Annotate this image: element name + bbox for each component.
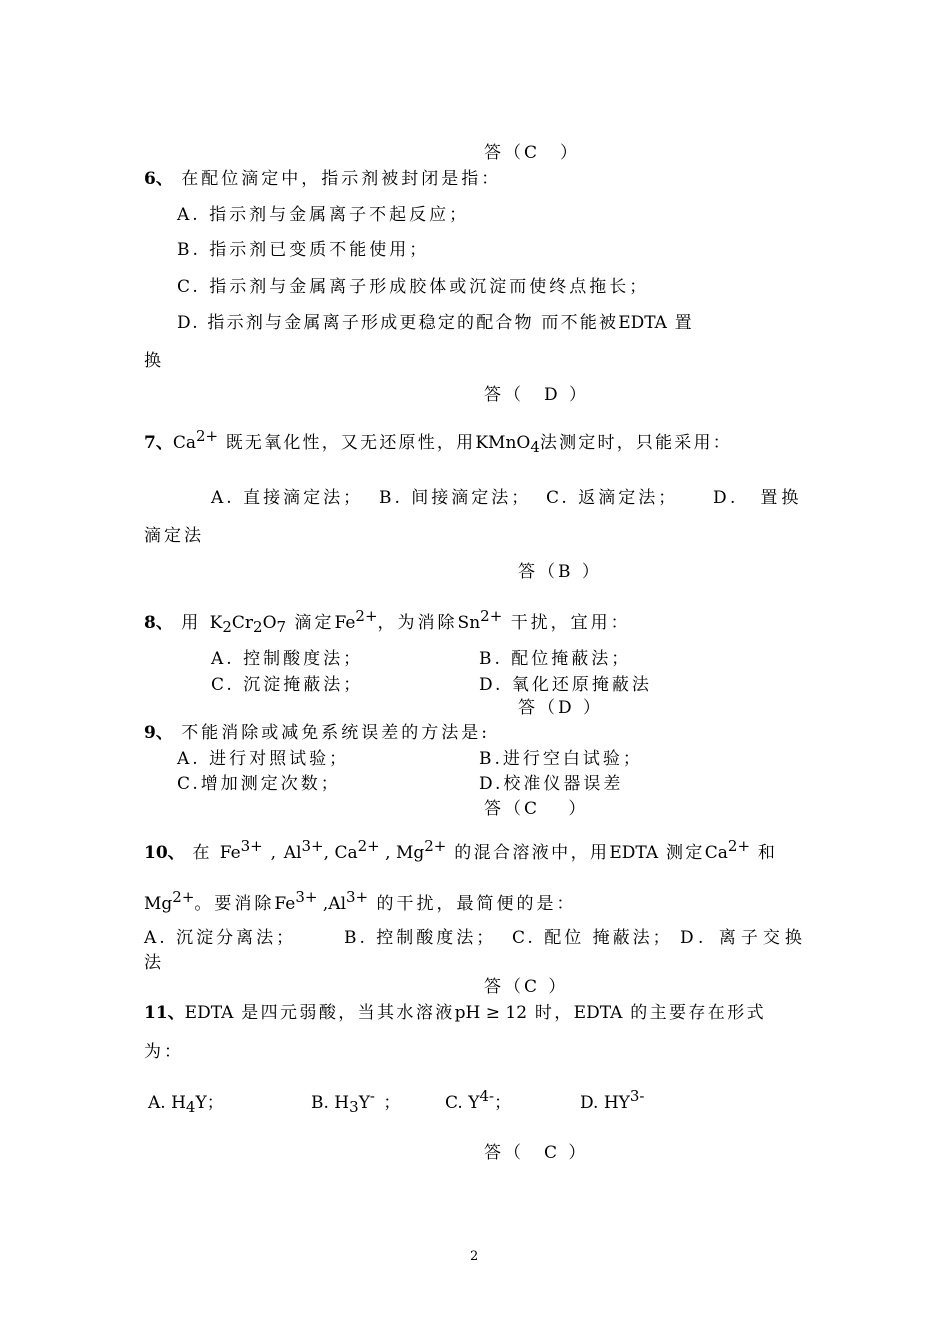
q6-option-a: A. 指示剂与金属离子不起反应；	[177, 205, 470, 225]
charge: -	[369, 1087, 375, 1105]
question-6-stem	[144, 168, 501, 190]
stem-text: 不能消除或减免系统误差的方法是:	[181, 723, 490, 743]
q10-option-c: C. 配位 掩蔽法；	[512, 928, 673, 948]
stem-text: 是四元弱酸，当其水溶液	[241, 1003, 455, 1023]
charge: 2+	[355, 607, 378, 625]
stem-text: 干扰，宜用：	[510, 613, 631, 633]
stem-text: 的主要存在形式	[630, 1003, 767, 1023]
charge: 2+	[172, 888, 195, 906]
q8-answer: 答（D ）	[518, 698, 604, 718]
option-end: ；	[494, 1093, 512, 1113]
option-end: ；	[383, 1093, 401, 1113]
question-7-stem	[144, 427, 732, 456]
stem-text: 的混合溶液中，用	[454, 843, 610, 863]
mg-symbol: Mg	[395, 843, 425, 863]
option-mid: Y	[358, 1093, 370, 1113]
q10-answer: 答（C ）	[484, 977, 569, 997]
q8-option-a: A. 控制酸度法；	[211, 649, 364, 669]
option-label: A. H	[148, 1093, 186, 1113]
q10-option-a: A. 沉淀分离法；	[144, 928, 297, 948]
charge: 3+	[346, 888, 369, 906]
ca-symbol: Ca	[704, 843, 728, 863]
q9-answer: 答（C ）	[484, 799, 589, 819]
charge: 3+	[240, 837, 263, 855]
q6-answer: 答（ D ）	[484, 385, 590, 405]
charge: 2+	[357, 837, 380, 855]
charge: 4-	[479, 1087, 495, 1105]
question-9-stem	[144, 722, 490, 744]
q11-option-d	[580, 1087, 645, 1114]
sn-symbol: Sn	[457, 613, 481, 633]
q9-option-c: C.增加测定次数；	[177, 774, 341, 794]
option-label: B. H	[311, 1093, 350, 1113]
question-number: 10、	[144, 843, 185, 863]
q8-option-c: C. 沉淀掩蔽法；	[211, 675, 364, 695]
q6-option-c: C. 指示剂与金属离子形成胶体或沉淀而使终点拖长；	[177, 277, 650, 297]
q7-option-b: B. 间接滴定法；	[379, 488, 532, 508]
stem-text: 测定	[665, 843, 705, 863]
option-label: D. HY	[580, 1093, 630, 1113]
stem-text-end: 法测定时，只能采用：	[539, 433, 732, 453]
al-symbol: Al	[283, 843, 302, 863]
question-number: 9、	[144, 723, 173, 743]
q11-answer: 答（ C ）	[484, 1143, 589, 1163]
q10-option-d-wrap: 法	[144, 953, 164, 973]
q7-option-d: D. 置换	[713, 488, 803, 508]
formula: Cr	[231, 613, 254, 633]
edta-text: EDTA	[573, 1003, 623, 1023]
stem-text: 滴定	[294, 613, 335, 633]
edta-text: EDTA	[184, 1003, 234, 1023]
q10-option-b: B. 控制酸度法；	[344, 928, 497, 948]
q5-answer: 答（C ）	[484, 143, 581, 163]
q11-option-b	[311, 1087, 401, 1116]
charge: 2+	[424, 837, 447, 855]
option-text-end: 置	[674, 313, 694, 333]
stem-text: 在配位滴定中，指示剂被封闭是指：	[181, 169, 502, 189]
question-10-stem-cont: Mg2+。要消除Fe3+ ,Al3+ 的干扰，最简便的是：	[144, 888, 577, 914]
stem-text: 时，	[534, 1003, 574, 1023]
q10-option-d: D. 离子交换	[680, 928, 807, 948]
question-number: 6、	[144, 169, 173, 189]
q11-option-a	[148, 1092, 224, 1114]
q9-option-a: A. 进行对照试验；	[177, 749, 350, 769]
q7-option-d-wrap: 滴定法	[144, 526, 204, 546]
stem-text: 。要消除	[194, 894, 275, 914]
q8-option-b: B. 配位掩蔽法；	[479, 649, 632, 669]
fe-symbol: Fe	[219, 843, 241, 863]
edta-text: EDTA	[609, 843, 659, 863]
subscript: 3	[349, 1098, 359, 1116]
question-number: 11、	[144, 1003, 185, 1023]
q6-option-d	[177, 312, 694, 334]
q9-option-b: B.进行空白试验；	[479, 749, 643, 769]
stem-text: 的干扰，最简便的是：	[376, 894, 577, 914]
q6-option-d-wrap: 换	[144, 351, 164, 371]
charge: 3+	[295, 888, 318, 906]
ca-symbol: Ca	[172, 433, 196, 453]
mg-symbol: Mg	[144, 894, 173, 914]
fe-symbol: Fe	[334, 613, 356, 633]
stem-text: ，为消除	[377, 613, 458, 633]
option-label: C. Y	[445, 1093, 480, 1113]
question-number: 8、	[144, 613, 173, 633]
charge: 2+	[196, 427, 219, 445]
al-symbol: Al	[328, 894, 347, 914]
edta-text: EDTA	[618, 313, 667, 333]
fe-symbol: Fe	[274, 894, 296, 914]
charge: 2+	[727, 837, 751, 855]
question-8-stem	[144, 607, 631, 636]
q6-option-b: B. 指示剂已变质不能使用；	[177, 240, 430, 260]
kmno4-formula: KMnO	[475, 433, 531, 453]
charge: 3-	[629, 1087, 645, 1105]
stem-text: 和	[757, 843, 778, 863]
stem-text: 既无氧化性，又无还原性，用	[225, 433, 476, 453]
ca-symbol: Ca	[334, 843, 358, 863]
formula: O	[262, 613, 277, 633]
q7-answer: 答（B ）	[518, 562, 602, 582]
option-text: D. 指示剂与金属离子形成更稳定的配合物 而不能被	[177, 313, 619, 333]
question-number: 7、	[144, 433, 173, 453]
page-number: 2	[470, 1249, 479, 1264]
option-end: Y；	[195, 1093, 224, 1113]
q11-option-c	[445, 1087, 512, 1114]
subscript: 4	[530, 438, 540, 456]
charge: 3+	[301, 837, 324, 855]
subscript: 7	[276, 618, 287, 636]
stem-text: 在	[192, 843, 212, 863]
subscript: 2	[253, 618, 263, 636]
question-10-stem: 10、 在 Fe3+ , Al3+, Ca2+ , Mg2+ 的混合溶液中，用EDTA 测定Ca2+ 和	[144, 837, 778, 863]
stem-text: 用	[181, 613, 202, 633]
q7-option-c: C. 返滴定法；	[546, 488, 679, 508]
charge: 2+	[480, 607, 503, 625]
question-11-stem	[144, 1002, 766, 1024]
q7-option-a: A. 直接滴定法；	[211, 488, 364, 508]
ph-condition: pH ≥ 12	[454, 1003, 528, 1023]
subscript: 4	[185, 1098, 196, 1116]
q8-option-d: D. 氧化还原掩蔽法	[479, 675, 652, 695]
q9-option-d: D.校准仪器误差	[479, 774, 624, 794]
question-11-stem-wrap: 为：	[144, 1042, 184, 1062]
subscript: 2	[222, 618, 232, 636]
formula: K	[209, 613, 223, 633]
